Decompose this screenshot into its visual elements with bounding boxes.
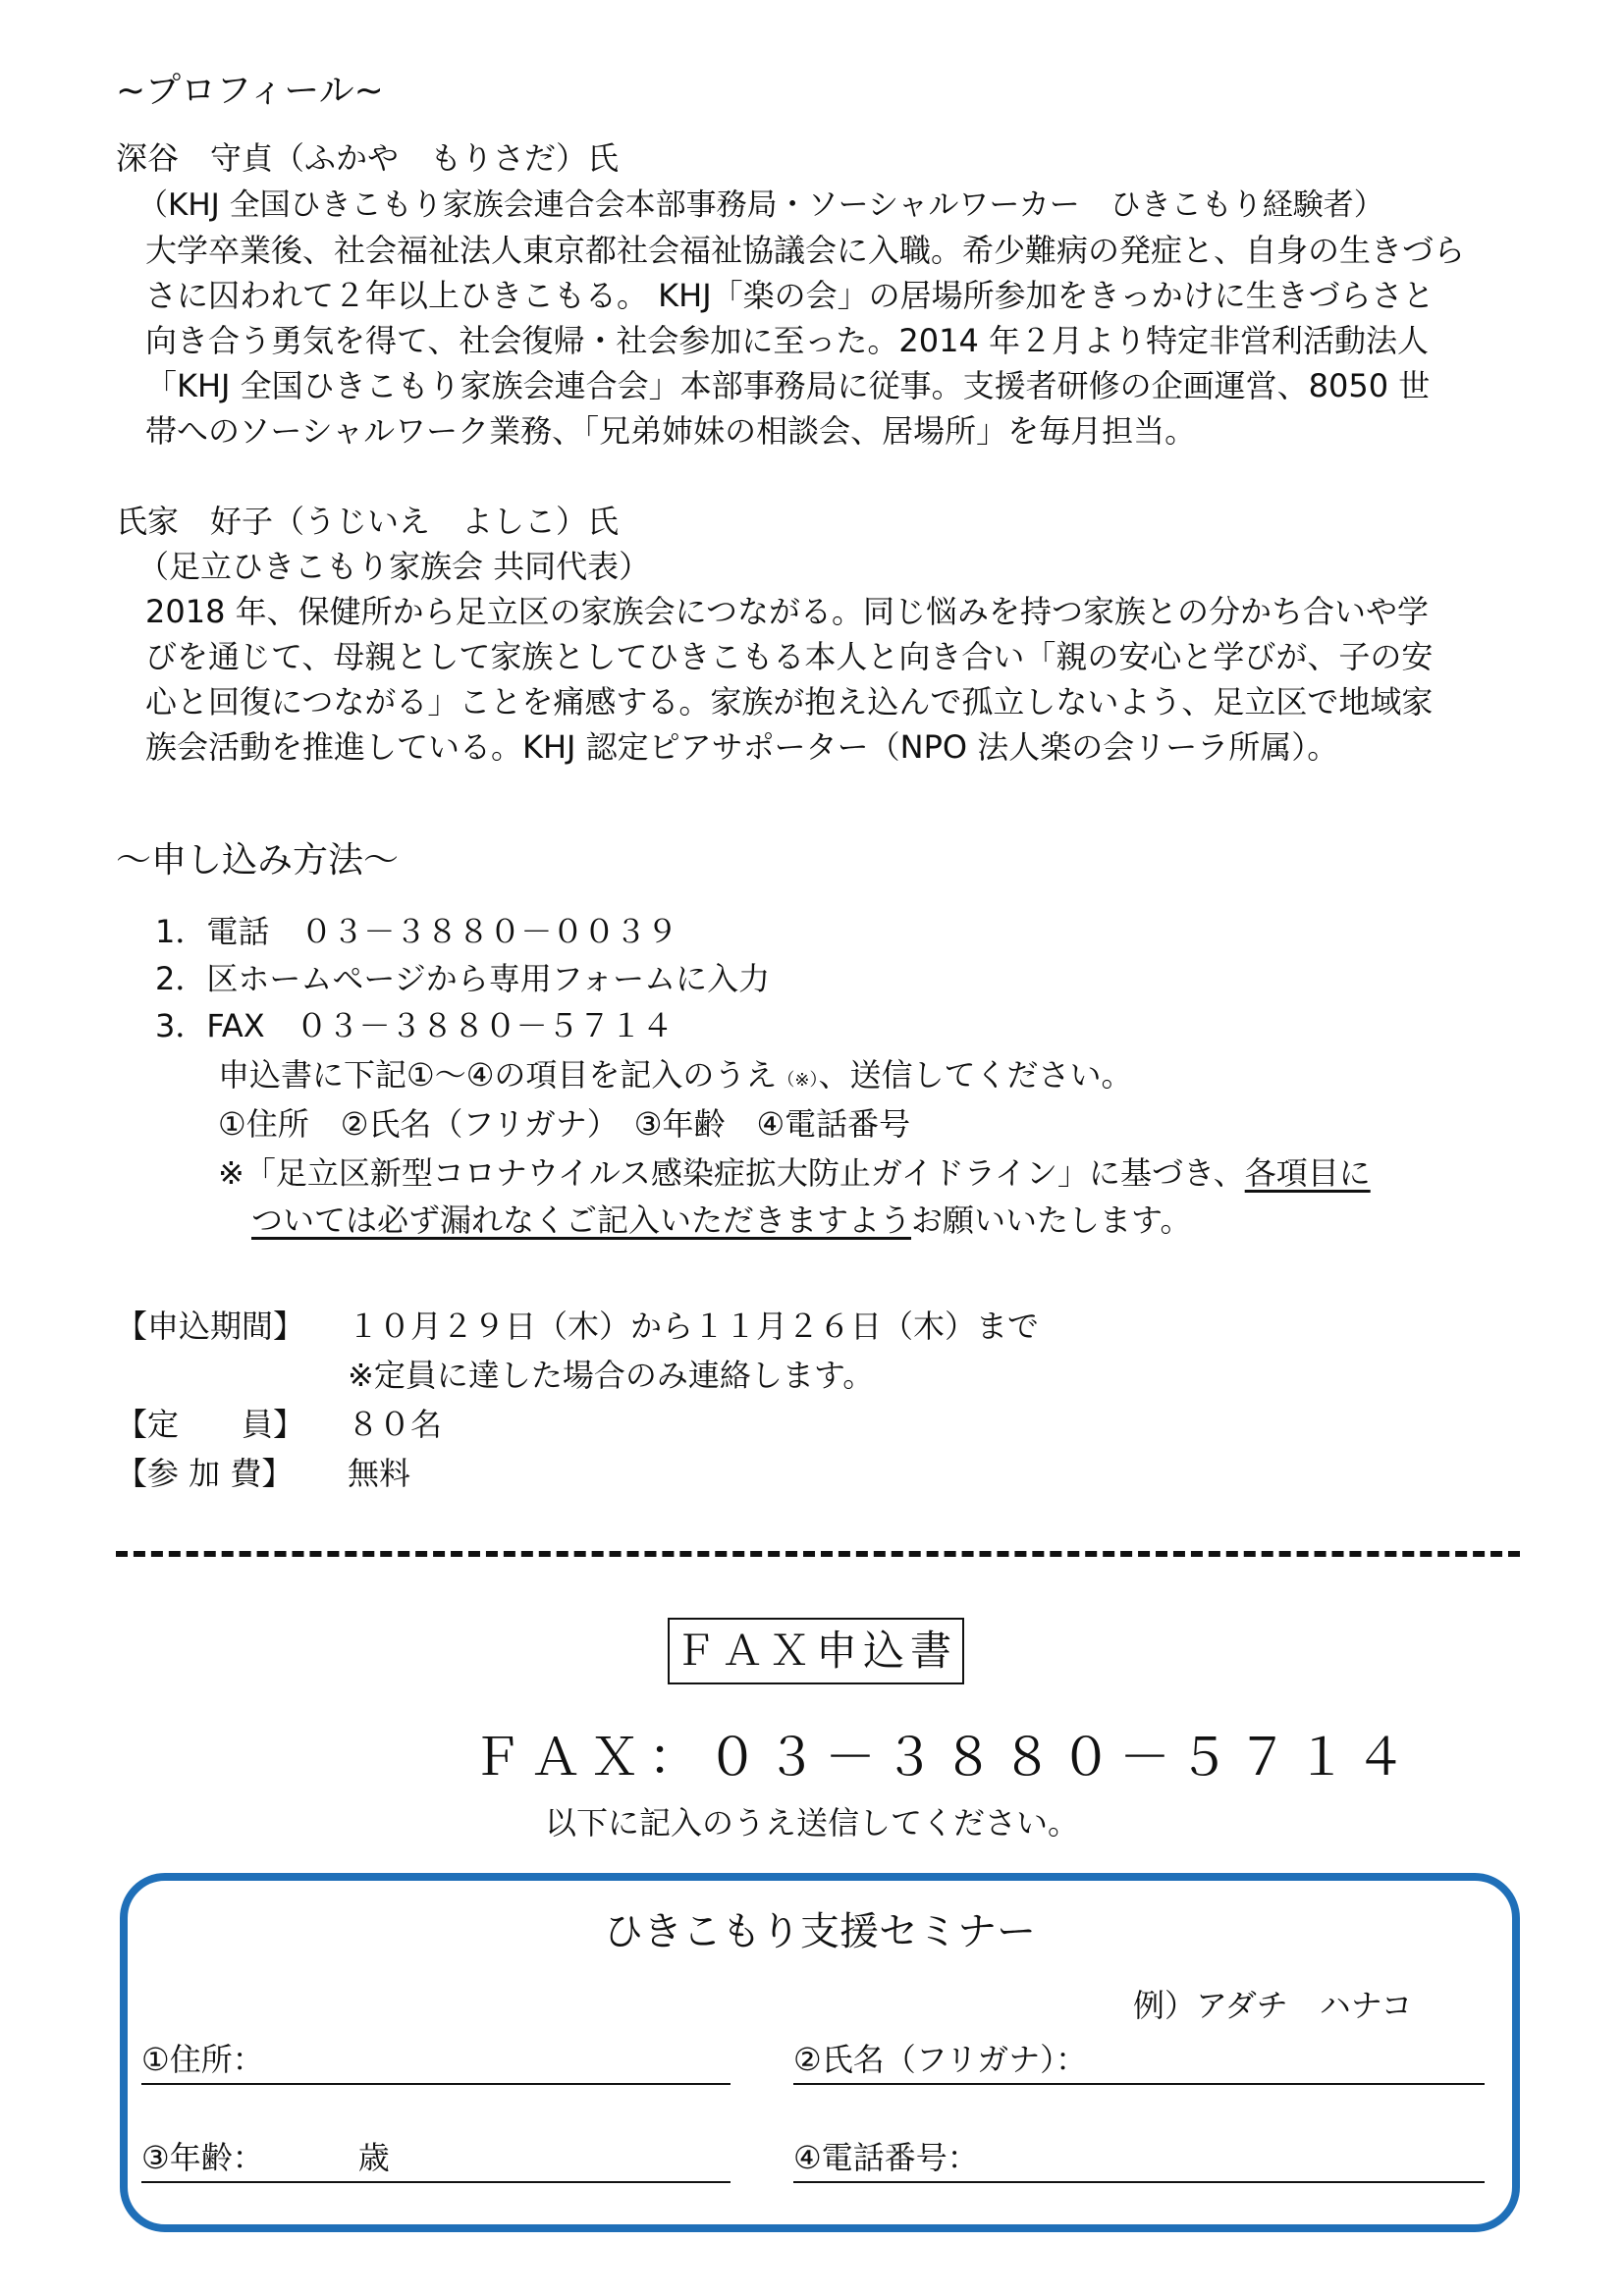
application-form	[120, 1873, 1520, 2232]
period-note: ※定員に達した場合のみ連絡します。	[348, 1357, 875, 1394]
age-unit: 歳	[357, 2139, 390, 2176]
note-mark: （※）	[777, 1070, 819, 1091]
fee-label: 【参 加 費】	[116, 1455, 294, 1492]
note-instruction	[218, 1052, 1133, 1103]
fee-value: 無料	[348, 1455, 411, 1492]
caution-underline-2: ついては必ず漏れなくご記入いただきますよう	[251, 1201, 912, 1239]
method-web: 2．区ホームページから専用フォームに入力	[155, 960, 771, 997]
period-label: 【申込期間】	[116, 1308, 305, 1345]
phone-label: ④電話番号：	[793, 2139, 979, 2176]
fax-instruction: 以下に記入のうえ送信してください。	[544, 1804, 1079, 1842]
person1-bio: 大学卒業後、社会福祉法人東京都社会福祉協議会に入職。希少難病の発症と、自身の生きづら さに囚われて２年以上ひきこもる。 KHJ「楽の会」の居場所参加をきっかけに生きづらさと 向き合う勇気を得て、社会復帰・社会参加に至った。2014 年２月より特定非営利活動法人 「KHJ 全国ひきこもり家族会連合会」本部事務局に従事。支援者研修の企画運営、8050 世 帯へのソーシャルワーク業務、「兄弟姉妹の相談会、居場所」を毎月担当。	[145, 232, 1466, 450]
fax-form-title-box: ＦＡＸ申込書	[668, 1618, 964, 1684]
caution-line2	[251, 1198, 1191, 1243]
method-phone: 1．電話 ０３－３８８０－００３９	[155, 913, 678, 950]
application-heading: ～申し込み方法～	[116, 840, 400, 881]
method-fax: 3．FAX ０３－３８８０－５７１４	[155, 1007, 674, 1044]
caution-underline-1: 各項目に	[1244, 1154, 1371, 1192]
profile-heading: ~プロフィール~	[116, 71, 384, 111]
phone-field[interactable]	[793, 2134, 1485, 2183]
person2-affiliation: （足立ひきこもり家族会 共同代表）	[137, 548, 651, 585]
name-example: 例）アダチ ハナコ	[1133, 1987, 1413, 2024]
capacity-label: 【定 員】	[116, 1406, 305, 1443]
caution-line1	[218, 1150, 1371, 1196]
caution-text-b: お願いいたします。	[911, 1201, 1192, 1239]
person2-name: 氏家 好子（うじいえ よしこ）氏	[116, 503, 620, 540]
person2-bio: 2018 年、保健所から足立区の家族会につながる。同じ悩みを持つ家族との分かち合いや学 びを通じて、母親として家族としてひきこもる本人と向き合い「親の安心と学びが、子の安 心と回復につながる」ことを痛感する。家族が抱え込んで孤立しないよう、足立区で地域家 族会活動を推進している。KHJ 認定ピアサポーター（NPO 法人楽の会リーラ所属）。	[145, 593, 1434, 766]
caution-text-a: ※「足立区新型コロナウイルス感染症拡大防止ガイドライン」に基づき、	[218, 1154, 1245, 1192]
capacity-value: ８０名	[348, 1406, 443, 1443]
address-field[interactable]	[141, 2036, 731, 2085]
note-text-a: 申込書に下記①～④の項目を記入のうえ	[218, 1056, 778, 1094]
cut-line-divider	[116, 1551, 1520, 1557]
note-text-b: 、送信してください。	[818, 1056, 1133, 1094]
person1-affiliation: （KHJ 全国ひきこもり家族会連合会本部事務局・ソーシャルワーカー ひきこもり経験者）	[137, 187, 1384, 223]
name-label: ②氏名（フリガナ）：	[793, 2041, 1088, 2078]
age-field[interactable]	[141, 2134, 731, 2183]
fax-number: ＦＡＸ：０３－３８８０－５７１４	[471, 1729, 1415, 1788]
form-title: ひきこもり支援セミナー	[604, 1909, 1036, 1954]
name-field[interactable]	[793, 2036, 1485, 2085]
age-label: ③年齢：	[141, 2139, 264, 2176]
required-items: ①住所 ②氏名（フリガナ） ③年齢 ④電話番号	[218, 1105, 911, 1143]
address-label: ①住所：	[141, 2041, 264, 2078]
person1-name: 深谷 守貞（ふかや もりさだ）氏	[116, 139, 620, 177]
period-value: １０月２９日（木）から１１月２６日（木）まで	[348, 1308, 1040, 1345]
